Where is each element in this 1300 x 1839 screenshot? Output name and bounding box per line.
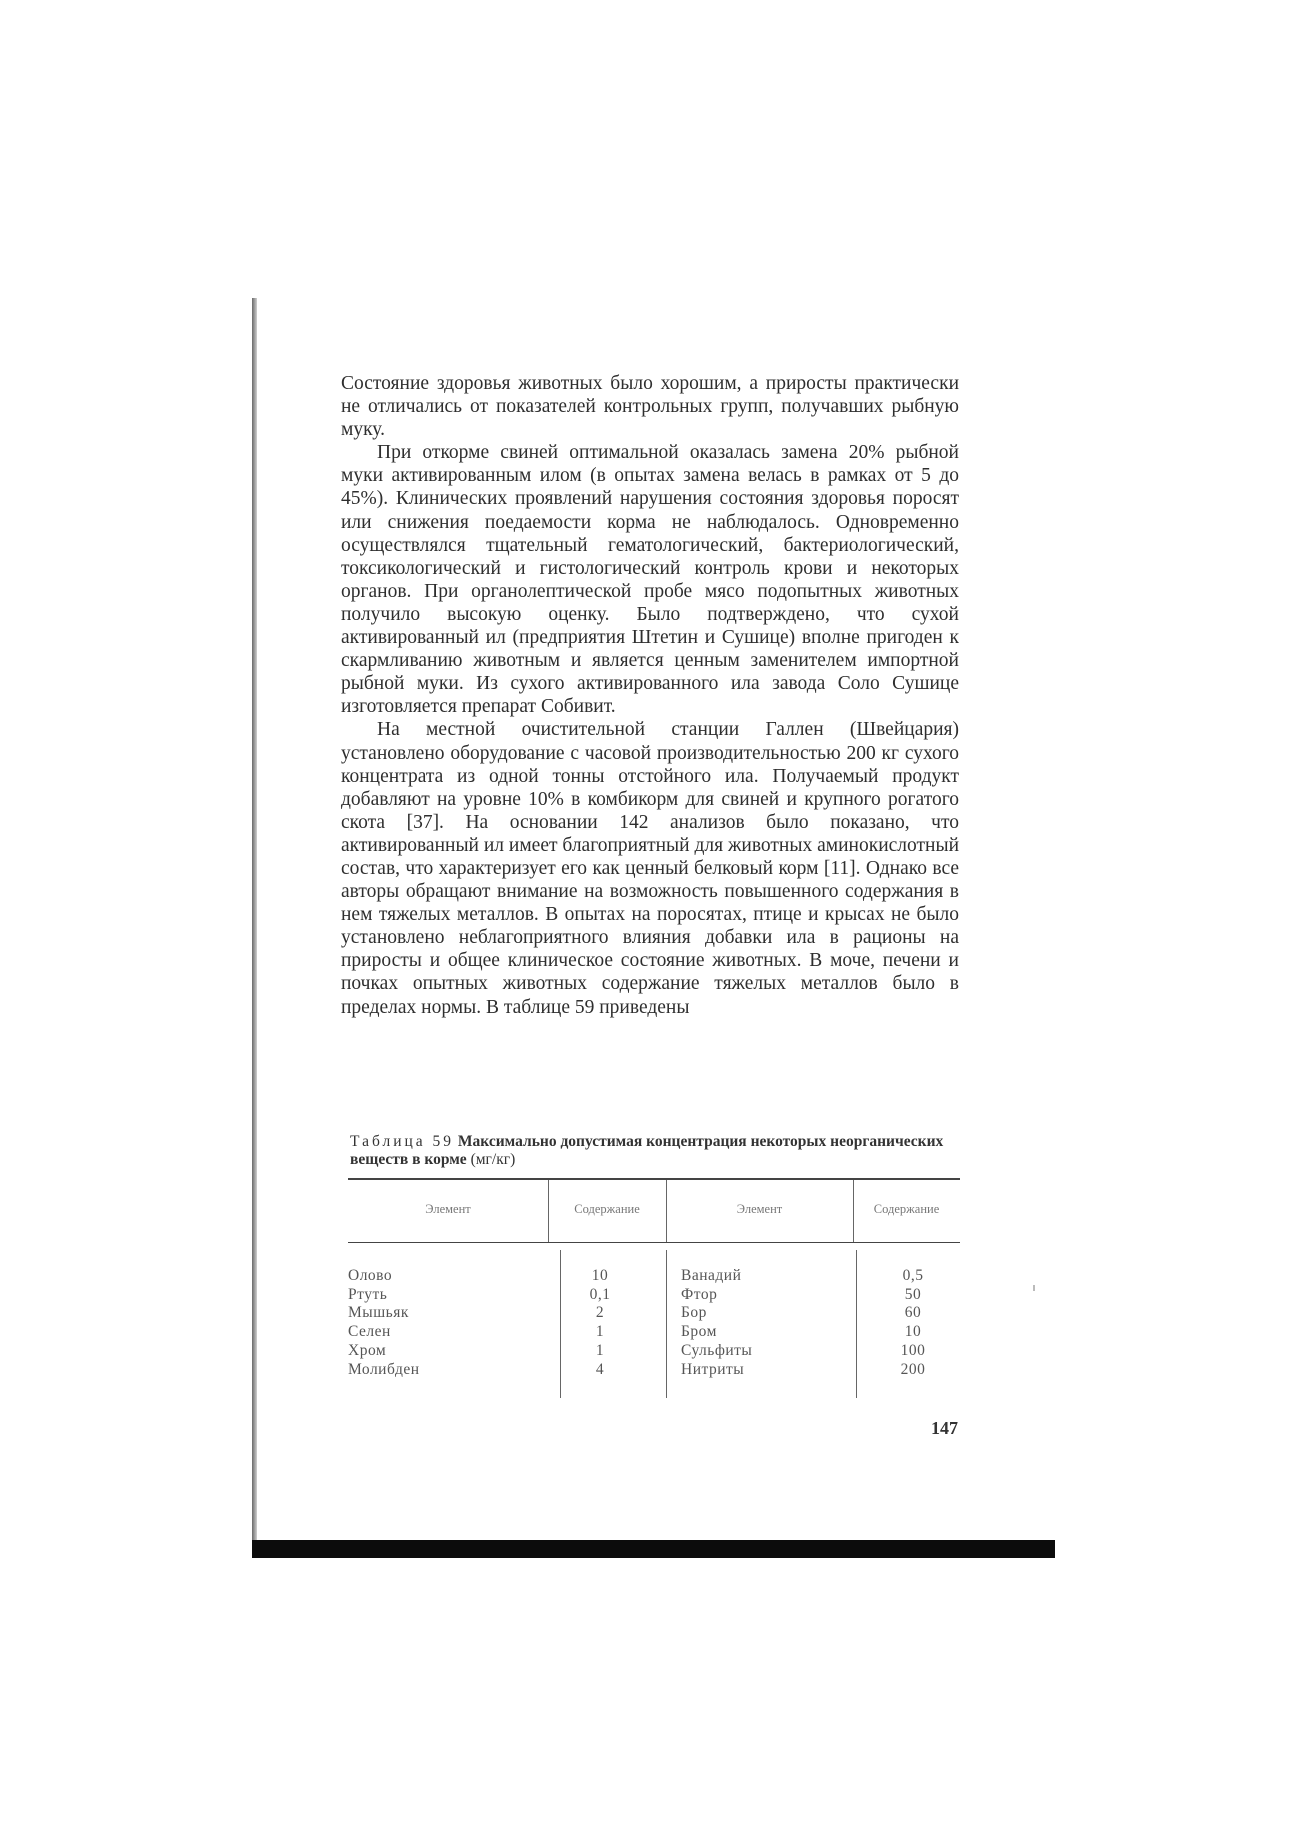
header-element-1: Элемент	[425, 1202, 471, 1216]
paragraph-3: На местной очистительной станции Галлен (Швейцария) установлено оборудование с часовой производительностью 200 кг сухого концентрата из одной тонны отстойного ила. Получаемый продукт добавляют на уровне 10% в комбикорм для свиней и крупного рогатого скота [37]. На основании 142 анализов было показано, что активированный ил имеет благоприятный для животных аминокислотный состав, что характеризует его как ценный белковый корм [11]. Однако все авторы обращают внимание на возможность повышенного содержания в нем тяжелых металлов. В опытах на поросятах, птице и крысах не было установлено неблагоприятного влияния добавки ила в рационы на приросты и общее клиническое состояние животных. В моче, печени и почках опытных животных содержание тяжелых металлов было в пределах нормы. В таблице 59 приведены	[341, 719, 959, 1018]
scan-bottom-border	[252, 1540, 1055, 1558]
table-cell-element: Селен	[348, 1323, 391, 1341]
table-cell-value: 10	[904, 1323, 922, 1341]
right-elements-column	[681, 1267, 841, 1379]
table-cell-element: Сульфиты	[681, 1341, 753, 1359]
scan-speck	[1033, 1285, 1035, 1291]
table-cell-element: Ртуть	[348, 1285, 388, 1303]
left-elements-column	[348, 1267, 508, 1379]
table-cell-value: 0,5	[902, 1267, 924, 1284]
table-label: Таблица 59	[350, 1133, 455, 1150]
table-cell-element: Фтор	[681, 1285, 718, 1303]
left-values-column	[570, 1267, 630, 1379]
body-text	[341, 372, 959, 1019]
right-values-column	[878, 1267, 948, 1379]
table-cell-value: 1	[595, 1323, 605, 1341]
paragraph-2: При откорме свиней оптимальной оказалась замена 20% рыбной муки активированным илом (в опытах замена велась в рамках от 5 до 45%). Клинических проявлений нарушения состояния здоровья поросят или снижения поедаемости корма не наблюдалось. Одновременно осуществлялся тщательный гематологический, бактериологический, токсикологический и гистологический контроль крови и некоторых органов. При органолептической пробе мясо подопытных животных получило высокую оценку. Было подтверждено, что сухой активированный ил (предприятия Штетин и Сушице) вполне пригоден к скармливанию животным и является ценным заменителем импортной рыбной муки. Из сухого активированного ила завода Соло Сушице изготовляется препарат Собивит.	[341, 442, 959, 718]
table-cell-value: 4	[595, 1360, 605, 1378]
table-divider	[666, 1250, 667, 1398]
table-cell-element: Хром	[348, 1341, 387, 1359]
table-cell-value: 2	[595, 1304, 605, 1322]
table-cell-element: Бром	[681, 1323, 717, 1341]
table-cell-element: Нитриты	[681, 1360, 745, 1378]
table-cell-element: Ванадий	[681, 1267, 742, 1284]
header-content-1: Содержание	[574, 1202, 640, 1216]
table-cell-value: 60	[904, 1304, 922, 1322]
header-content-2: Содержание	[873, 1202, 940, 1216]
table-cell-value: 50	[904, 1285, 922, 1303]
page-number: 147	[931, 1418, 958, 1438]
scan-left-edge	[252, 298, 257, 1542]
table-cell-value: 1	[595, 1341, 605, 1359]
table-cell-element: Молибден	[348, 1360, 420, 1378]
table-unit: (мг/кг)	[470, 1151, 516, 1168]
header-element-2: Элемент	[736, 1202, 783, 1216]
table-59	[348, 1178, 960, 1398]
table-caption	[350, 1133, 960, 1169]
table-cell-element: Олово	[348, 1267, 393, 1284]
table-cell-element: Бор	[681, 1304, 707, 1322]
table-divider	[560, 1250, 561, 1398]
table-divider	[856, 1250, 857, 1398]
table-cell-value: 10	[591, 1267, 609, 1284]
table-header-rule	[348, 1242, 960, 1243]
paragraph-1: Состояние здоровья животных было хорошим, а приросты практически не отличались от показателей контрольных групп, получавших рыбную муку.	[341, 373, 959, 441]
table-title: Максимально допустимая концентрация некоторых неорганических веществ в корме	[350, 1133, 944, 1168]
table-cell-value: 200	[900, 1360, 926, 1378]
table-cell-value: 0,1	[589, 1285, 611, 1303]
table-cell-value: 100	[900, 1341, 926, 1359]
table-cell-element: Мышьяк	[348, 1304, 409, 1322]
table-top-rule	[348, 1178, 960, 1180]
